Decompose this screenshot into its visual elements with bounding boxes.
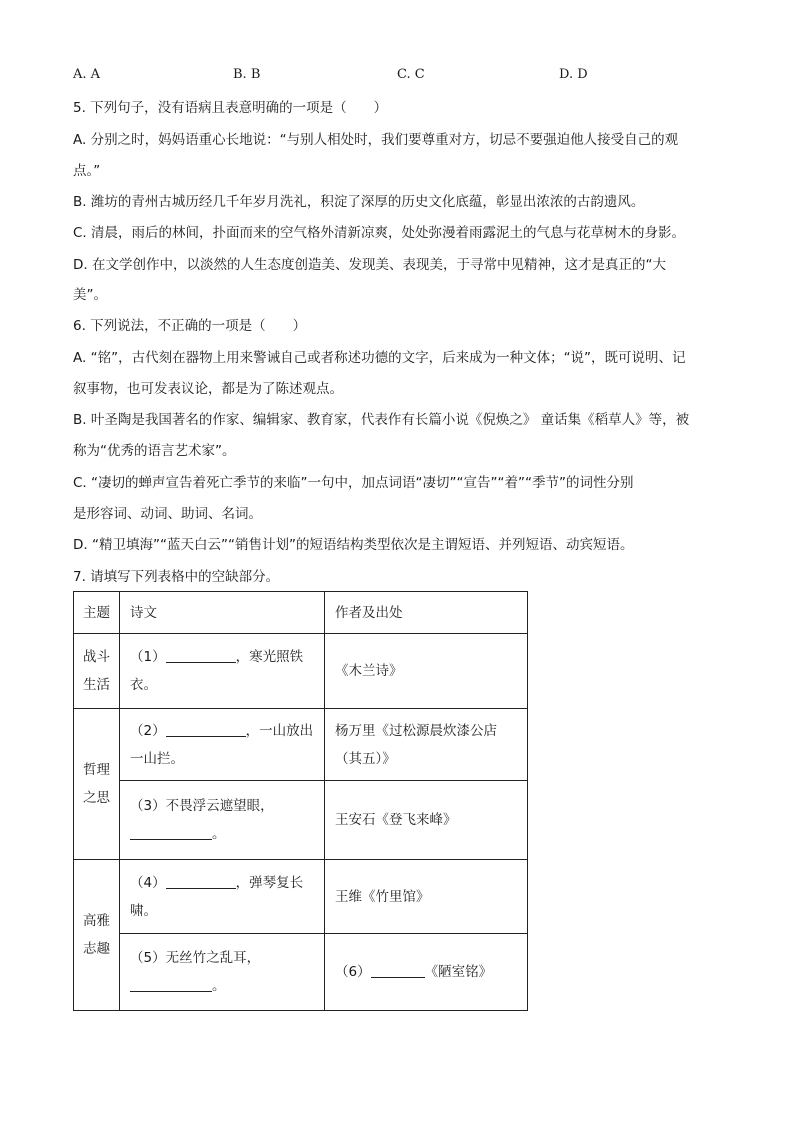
poem-text: 。 bbox=[212, 978, 226, 994]
theme-cell bbox=[74, 709, 120, 860]
poem-fill-table bbox=[73, 591, 528, 1011]
theme-cell bbox=[74, 634, 120, 709]
poem-index: （1） bbox=[130, 649, 166, 665]
poem-text: ，一山放出 bbox=[245, 722, 314, 739]
poem-index: （6） bbox=[335, 964, 371, 980]
poem-cell bbox=[120, 634, 325, 709]
theme-text: 志趣 bbox=[83, 941, 110, 957]
poem-text: 衣。 bbox=[130, 677, 157, 693]
q6-option-a-line2: 叙事物，也可发表议论，都是为了陈述观点。 bbox=[73, 381, 343, 397]
q6-option-b-line1: B. 叶圣陶是我国著名的作家、编辑家、教育家，代表作有长篇小说《倪焕之》 童话集《稻草人》等，被 bbox=[73, 412, 690, 428]
blank-6[interactable] bbox=[371, 961, 425, 978]
poem-index: （4） bbox=[130, 874, 166, 891]
table-row bbox=[74, 709, 528, 781]
q7-stem: 7. 请填写下列表格中的空缺部分。 bbox=[73, 569, 280, 585]
poem-cell bbox=[120, 709, 325, 781]
poem-text: 。 bbox=[212, 826, 226, 842]
source-text: 《陋室铭》 bbox=[424, 964, 493, 980]
table-row bbox=[74, 634, 528, 709]
q5-option-c: C. 清晨，雨后的林间，扑面而来的空气格外清新凉爽，处处弥漫着雨露泥土的气息与花草树木的身影。 bbox=[73, 225, 686, 241]
blank-1[interactable] bbox=[166, 646, 236, 663]
q5-option-a-line2: 点。” bbox=[73, 163, 101, 179]
q5-option-b: B. 潍坊的青州古城历经几千年岁月洗礼，积淀了深厚的历史文化底蕴，彰显出浓浓的古韵遗风。 bbox=[73, 194, 645, 210]
source-cell: 《木兰诗》 bbox=[325, 634, 528, 709]
q6-option-c-line2: 是形容词、动词、助词、名词。 bbox=[73, 506, 262, 522]
q4-option-c: C. C bbox=[397, 67, 425, 82]
blank-2[interactable] bbox=[166, 720, 246, 737]
q6-option-d: D. “精卫填海”“蓝天白云”“销售计划”的短语结构类型依次是主谓短语、并列短语、动宾短语。 bbox=[73, 537, 634, 553]
source-cell: 王安石《登飞来峰》 bbox=[325, 781, 528, 860]
q4-option-b: B. B bbox=[233, 67, 261, 82]
source-cell: 王维《竹里馆》 bbox=[325, 860, 528, 934]
poem-text: （5）无丝竹之乱耳， bbox=[130, 950, 261, 966]
blank-3[interactable] bbox=[130, 823, 212, 840]
q5-option-d-line1: D. 在文学创作中，以淡然的人生态度创造美、发现美、表现美，于寻常中见精神，这才是真正的“大 bbox=[73, 257, 666, 273]
poem-text: ，弹琴复长 bbox=[235, 874, 304, 891]
source-text: 杨万里《过松源晨炊漆公店 bbox=[335, 722, 497, 739]
source-cell bbox=[325, 709, 528, 781]
theme-text: 生活 bbox=[83, 677, 110, 693]
blank-4[interactable] bbox=[166, 872, 236, 889]
poem-text: ，寒光照铁 bbox=[235, 649, 304, 665]
poem-text: 啸。 bbox=[130, 902, 157, 919]
poem-index: （2） bbox=[130, 722, 166, 739]
poem-cell bbox=[120, 860, 325, 934]
poem-text: （3）不畏浮云遮望眼， bbox=[130, 798, 274, 814]
q5-option-a-line1: A. 分别之时，妈妈语重心长地说：“与别人相处时，我们要尊重对方，切忌不要强迫他人接受自己的观 bbox=[73, 132, 679, 148]
header-source: 作者及出处 bbox=[325, 592, 528, 634]
q6-option-c-line1: C. “凄切的蝉声宣告着死亡季节的来临”一句中，加点词语“凄切”“宣告”“着”“季节”的词性分别 bbox=[73, 475, 634, 491]
q6-option-b-line2: 称为“优秀的语言艺术家”。 bbox=[73, 443, 236, 459]
q6-stem: 6. 下列说法，不正确的一项是（ ） bbox=[73, 318, 307, 334]
table-header-row bbox=[74, 592, 528, 634]
blank-5[interactable] bbox=[130, 975, 212, 992]
poem-text: 一山拦。 bbox=[130, 750, 184, 767]
q6-option-a-line1: A. “铭”，古代刻在器物上用来警诫自己或者称述功德的文字，后来成为一种文体；“说”，既可说明、记 bbox=[73, 350, 686, 366]
theme-text: 之思 bbox=[83, 790, 110, 806]
theme-text: 哲理 bbox=[83, 762, 110, 778]
table-row bbox=[74, 781, 528, 860]
theme-cell bbox=[74, 860, 120, 1011]
q5-stem: 5. 下列句子，没有语病且表意明确的一项是（ ） bbox=[73, 100, 388, 116]
source-cell bbox=[325, 934, 528, 1011]
q5-option-d-line2: 美”。 bbox=[73, 287, 107, 303]
poem-cell bbox=[120, 781, 325, 860]
poem-cell bbox=[120, 934, 325, 1011]
q4-option-d: D. D bbox=[559, 67, 588, 82]
header-theme: 主题 bbox=[74, 592, 120, 634]
header-poem: 诗文 bbox=[120, 592, 325, 634]
source-text: （其五）》 bbox=[335, 750, 396, 767]
q4-option-a: A. A bbox=[73, 67, 101, 82]
theme-text: 高雅 bbox=[83, 913, 110, 929]
table-row bbox=[74, 934, 528, 1011]
table-row bbox=[74, 860, 528, 934]
theme-text: 战斗 bbox=[83, 649, 110, 665]
